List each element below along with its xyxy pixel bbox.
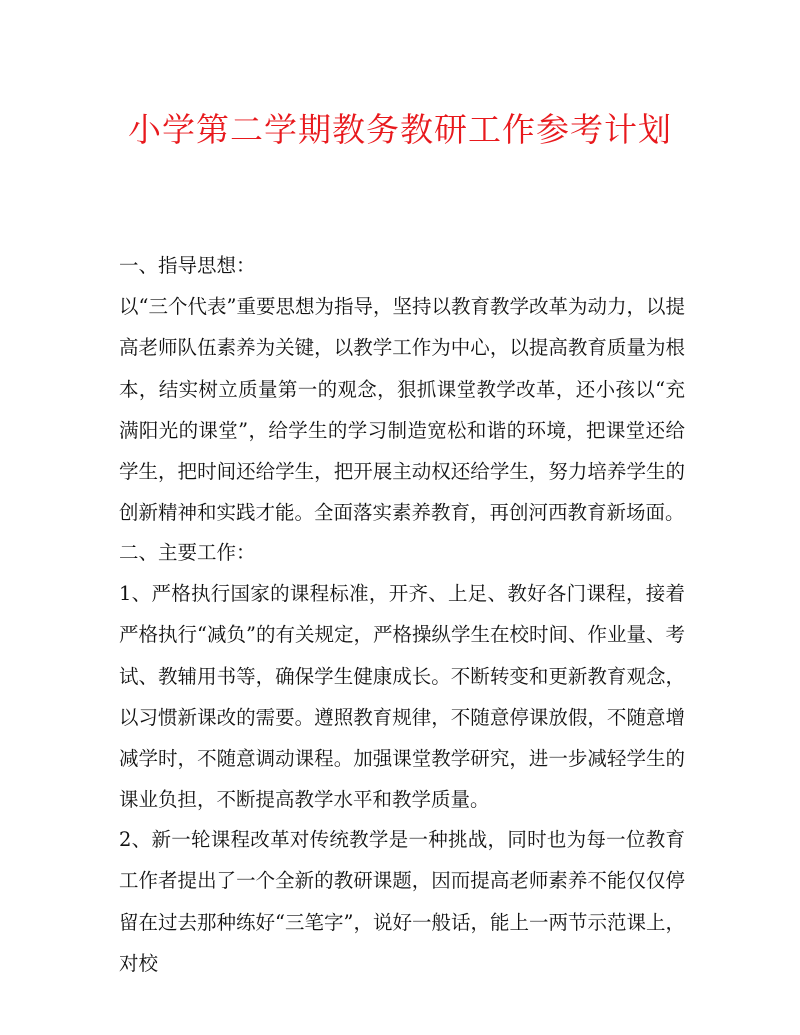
paragraph: 以“三个代表”重要思想为指导，坚持以教育教学改革为动力，以提高老师队伍素养为关键，以教学工作为中心，以提高教育质量为根本，结实树立质量第一的观念，狠抓课堂教学改革，还小孩以“充满阳光的课堂”，给学生的学习制造宽松和谐的环境，把课堂还给学生，把时间还给学生，把开展主动权还给学生，努力培养学生的创新精神和实践才能。全面落实素养教育，再创河西教育新场面。 [119,295,685,525]
section-1 [119,245,685,286]
section-2-paragraph-1 [119,573,685,821]
section-heading: 一、指导思想： [119,254,256,277]
document-title: 小学第二学期教务教研工作参考计划 [128,110,672,149]
section-2-paragraph-2 [119,819,685,984]
paragraph: 1、严格执行国家的课程标准，开齐、上足、教好各门课程，接着严格执行“减负”的有关规定，严格操纵学生在校时间、作业量、考试、教辅用书等，确保学生健康成长。不断转变和更新教育观念，以习惯新课改的需要。遵照教育规律，不随意停课放假，不随意增减学时，不随意调动课程。加强课堂教学研究，进一步减轻学生的课业负担，不断提高教学水平和教学质量。 [119,582,685,812]
paragraph: 2、新一轮课程改革对传统教学是一种挑战，同时也为每一位教育工作者提出了一个全新的教研课题，因而提高老师素养不能仅仅停留在过去那种练好“三笔字”，说好一般话，能上一两节示范课上，对校 [119,828,685,975]
section-heading: 二、主要工作： [119,541,256,564]
section-1-paragraph-1 [119,286,685,534]
section-2 [119,532,685,573]
